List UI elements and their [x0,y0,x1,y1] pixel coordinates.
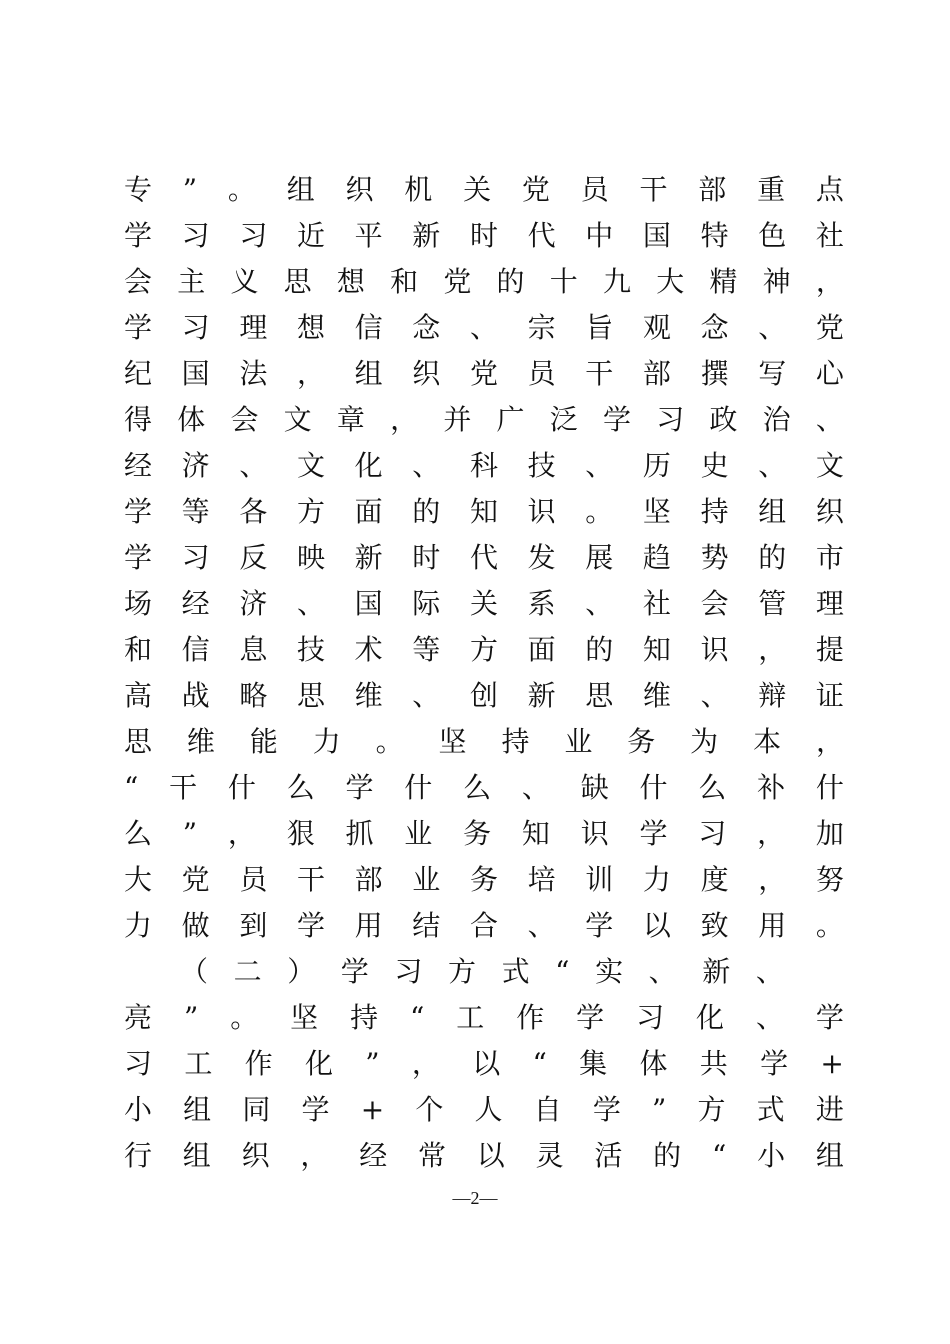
text-line: 学 等 各 方 面 的 知 识 。 坚 持 组 织 [124,495,844,528]
text-line: 思 维 能 力 。 坚 持 业 务 为 本 ， [124,725,844,758]
text-line: 小 组 同 学 + 个 人 自 学 ” 方 式 进 [124,1093,844,1126]
text-line: 学 习 反 映 新 时 代 发 展 趋 势 的 市 [124,541,844,574]
text-line: 大 党 员 干 部 业 务 培 训 力 度 ， 努 [124,863,844,896]
text-line: “ 干 什 么 学 什 么 、 缺 什 么 补 什 [124,771,844,804]
text-line: 力 做 到 学 用 结 合 、 学 以 致 用 。 [124,909,844,942]
text-line: 场 经 济 、 国 际 关 系 、 社 会 管 理 [124,587,844,620]
text-line: 得 体 会 文 章 ， 并 广 泛 学 习 政 治 、 [124,403,844,436]
text-line: 么 ” ， 狠 抓 业 务 知 识 学 习 ， 加 [124,817,844,850]
text-line: 习 工 作 化 ” ， 以 “ 集 体 共 学 + [124,1047,844,1080]
text-line: 学 习 理 想 信 念 、 宗 旨 观 念 、 党 [124,311,844,344]
text-line: 行 组 织 ， 经 常 以 灵 活 的 “ 小 组 [124,1139,844,1172]
text-line: 学 习 习 近 平 新 时 代 中 国 特 色 社 [124,219,844,252]
text-line: 专 ” 。 组 织 机 关 党 员 干 部 重 点 [124,173,844,206]
text-line: 和 信 息 技 术 等 方 面 的 知 识 ， 提 [124,633,844,666]
text-line: 高 战 略 思 维 、 创 新 思 维 、 辩 证 [124,679,844,712]
page-number: —2— [452,1188,498,1208]
text-line: 纪 国 法 ， 组 织 党 员 干 部 撰 写 心 [124,357,844,390]
text-line: 亮 ” 。 坚 持 “ 工 作 学 习 化 、 学 [124,1001,844,1034]
section-heading-line: （ 二 ） 学 习 方 式 “ 实 、 新 、 [180,955,784,988]
text-line: 经 济 、 文 化 、 科 技 、 历 史 、 文 [124,449,844,482]
text-line: 会 主 义 思 想 和 党 的 十 九 大 精 神 ， [124,265,844,298]
